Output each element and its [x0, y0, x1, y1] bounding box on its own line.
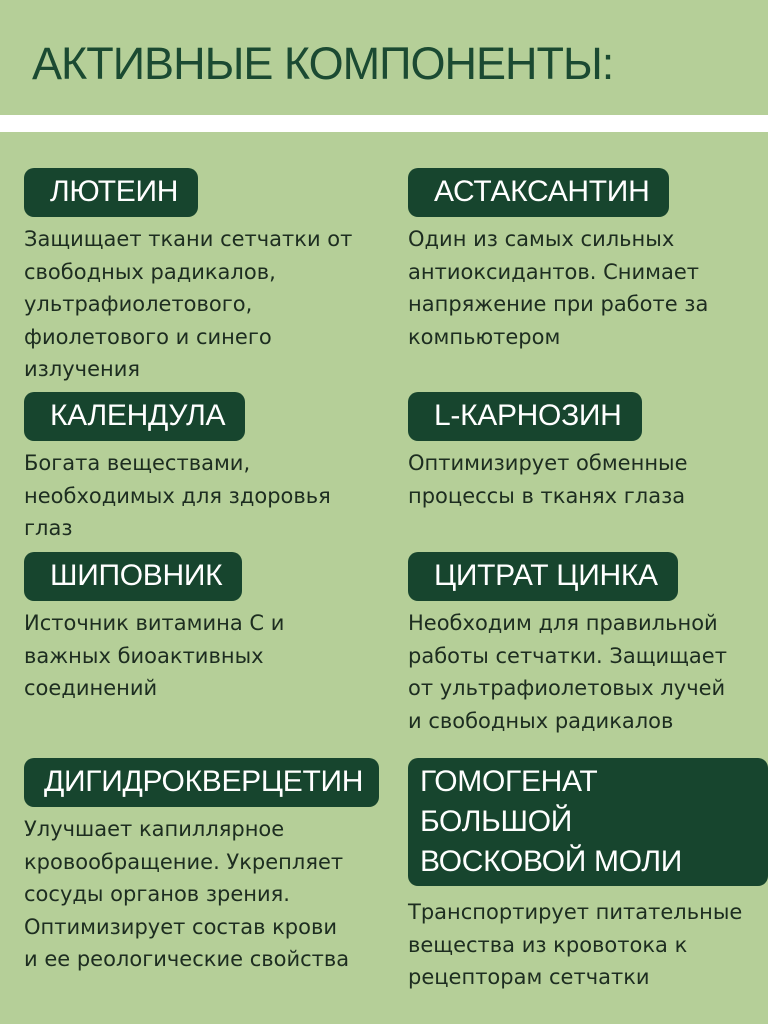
component-description: Богата веществами, необходимых для здоровья глаз [24, 451, 331, 540]
component-description: Транспортирует питательные вещества из кровотока к рецепторам сетчатки [408, 900, 743, 989]
component-name: ДИГИДРОКВЕРЦЕТИН [24, 758, 379, 807]
component-description: Оптимизирует обменные процессы в тканях глаза [408, 451, 688, 508]
component-name: ШИПОВНИК [24, 552, 242, 601]
component-description: Источник витамина С и важных биоактивных соединений [24, 611, 285, 700]
component-astaxanthin [408, 168, 708, 353]
component-description: Необходим для правильной работы сетчатки. Защищает от ультрафиолетовых лучей и свободных радикалов [408, 611, 727, 733]
component-name: ЛЮТЕИН [24, 168, 198, 217]
component-calendula [24, 392, 331, 545]
component-wax-moth-homogenate [408, 758, 768, 994]
divider-stripe [0, 115, 768, 132]
component-name: ЦИТРАТ ЦИНКА [408, 552, 678, 601]
header [0, 0, 768, 118]
page-title: АКТИВНЫЕ КОМПОНЕНТЫ: [32, 38, 614, 89]
component-name: КАЛЕНДУЛА [24, 392, 245, 441]
component-name: L-КАРНОЗИН [408, 392, 642, 441]
component-dihydroquercetin [24, 758, 379, 976]
component-description: Улучшает капиллярное кровообращение. Укрепляет сосуды органов зрения. Оптимизирует состав крови и ее реологические свойства [24, 817, 350, 971]
component-l-carnosine [408, 392, 688, 512]
component-zinc-citrate [408, 552, 727, 737]
component-name: ГОМОГЕНАТ БОЛЬШОЙ ВОСКОВОЙ МОЛИ [408, 758, 768, 886]
component-name: АСТАКСАНТИН [408, 168, 669, 217]
component-description: Защищает ткани сетчатки от свободных радикалов, ультрафиолетового, фиолетового и синего излучения [24, 227, 353, 381]
component-rosehip [24, 552, 284, 705]
component-description: Один из самых сильных антиоксидантов. Снимает напряжение при работе за компьютером [408, 227, 709, 349]
component-lutein [24, 168, 352, 386]
